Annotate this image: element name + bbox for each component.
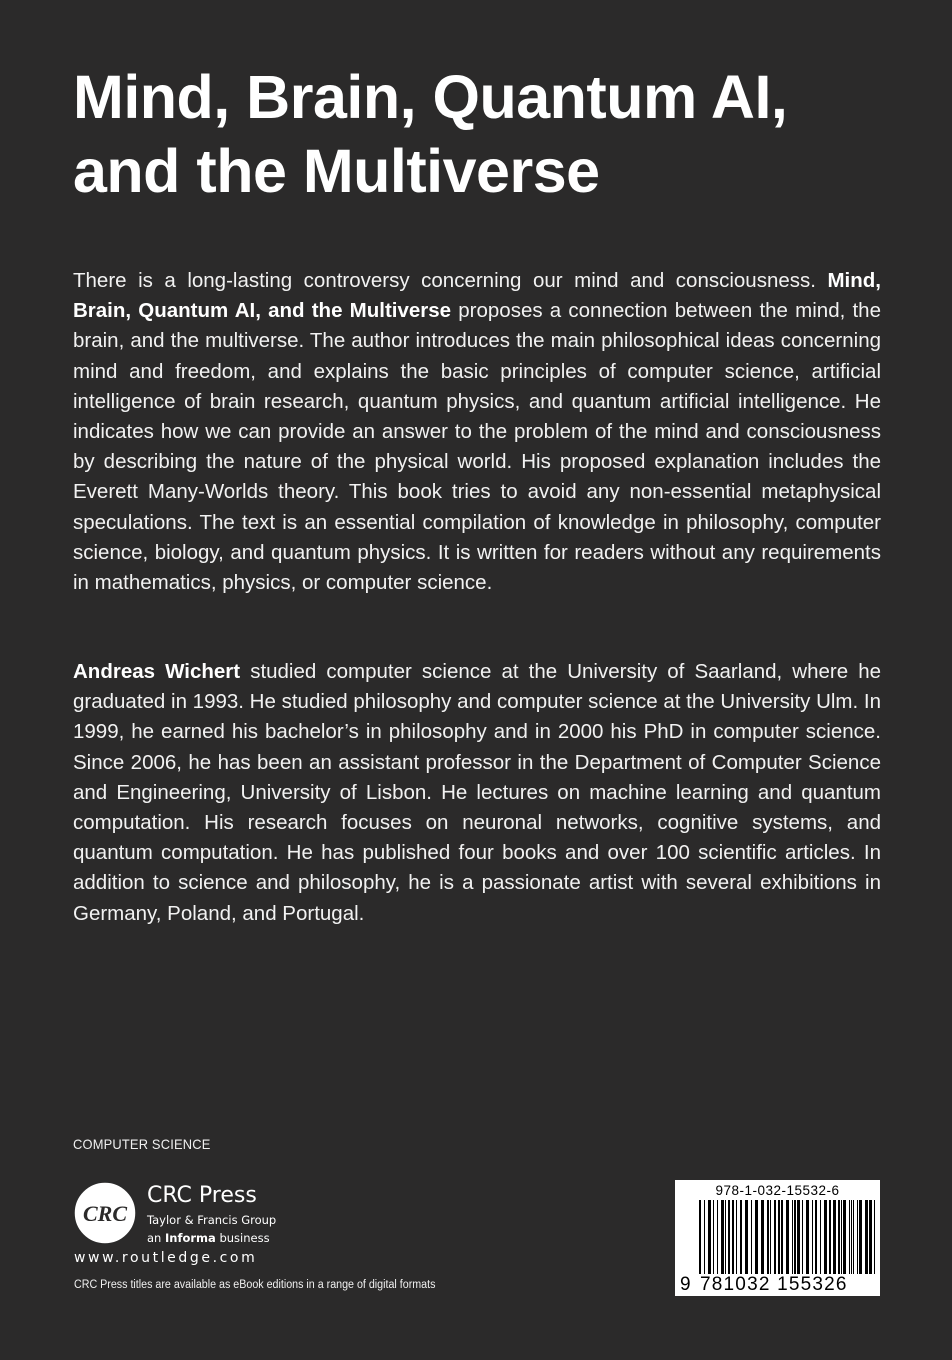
barcode-bar (857, 1200, 858, 1276)
barcode-bar (713, 1200, 714, 1276)
barcode-bar (794, 1200, 796, 1276)
publisher-group: Taylor & Francis Group (147, 1213, 277, 1227)
barcode-bar (797, 1200, 800, 1276)
barcode-bar (806, 1200, 809, 1276)
book-description (73, 266, 881, 598)
business-bold: Informa (165, 1231, 216, 1245)
description-text: proposes a connection between the mind, the brain, and the multiverse. The author introduces the main philosophical ideas concerning mind and freedom, and explains the basic principles of computer science, artificial intelligence of brain research, quantum physics, and quantum artificial intelligence. He indicates how we can provide an answer to the problem of the mind and consciousness by describing the nature of the physical world. His proposed explanation includes the Everett Many-Worlds theory. This book tries to avoid any non-essential metaphysical speculations. The text is an essential compilation of knowledge in philosophy, computer science, biology, and quantum physics. It is written for readers without any requirements in mathematics, physics, or computer science. (73, 299, 881, 595)
business-prefix: an (147, 1231, 162, 1245)
ean-first-digit: 9 (680, 1274, 691, 1295)
barcode-bar (853, 1200, 854, 1276)
ean-digits (675, 1274, 880, 1296)
description-bold-title: Mind, Brain, Quantum AI, and the Multiverse (73, 269, 881, 323)
barcode-bar (833, 1200, 836, 1276)
barcode-bar (812, 1200, 813, 1276)
ebook-availability-note: CRC Press titles are available as eBook editions in a range of digital formats (74, 1279, 436, 1291)
barcode-bar (774, 1200, 776, 1276)
publisher-website: www.routledge.com (74, 1250, 258, 1266)
barcode-bar (725, 1200, 726, 1276)
barcode-bar (721, 1200, 724, 1276)
crc-logo-text: CRC (82, 1201, 128, 1226)
barcode-bar (761, 1200, 764, 1276)
barcode-bar (745, 1200, 748, 1276)
barcode-bar (815, 1200, 817, 1276)
crc-logo-icon (72, 1180, 138, 1246)
barcode-bar (820, 1200, 821, 1276)
barcode-bar (778, 1200, 780, 1276)
isbn-barcode (675, 1180, 880, 1296)
barcode-bar (829, 1200, 831, 1276)
barcode-bar (732, 1200, 734, 1276)
barcode-bar (781, 1200, 783, 1276)
barcode-bar (851, 1200, 852, 1276)
barcode-bar (755, 1200, 758, 1276)
barcode-bar (728, 1200, 730, 1276)
description-lead: There is a long-lasting controversy concerning our mind and consciousness. (73, 269, 816, 292)
barcode-bar (859, 1200, 862, 1276)
barcode-bar (736, 1200, 737, 1276)
book-title (73, 60, 893, 208)
title-line-2: and the Multiverse (73, 137, 600, 205)
barcode-bar (869, 1200, 872, 1276)
barcode-bar (843, 1200, 846, 1276)
isbn-label: 978-1-032-15532-6 (715, 1183, 840, 1198)
barcode-bar (792, 1200, 793, 1276)
title-line-1: Mind, Brain, Quantum AI, (73, 63, 788, 131)
barcode-bar (865, 1200, 868, 1276)
author-name: Andreas Wichert (73, 660, 241, 683)
publisher-block (72, 1180, 332, 1250)
barcode-bar (717, 1200, 718, 1276)
author-biography (73, 657, 881, 929)
publisher-business (147, 1231, 270, 1245)
author-bio-text: studied computer science at the University of Saarland, where he graduated in 1993. He studied philosophy and computer science at the University Ulm. In 1999, he earned his bachelor’s in philosophy and in 2000 his PhD in computer science. Since 2006, he has been an assistant professor in the Department of Computer Science and Engineering, University of Lisbon. He lectures on machine learning and quantum computation. His research focuses on neuronal networks, cognitive systems, and quantum computation. He has published four books and over 100 scientific articles. In addition to science and philosophy, he is a passionate artist with several exhibitions in Germany, Poland, and Portugal. (73, 660, 881, 925)
business-suffix: business (219, 1231, 270, 1245)
publisher-name: CRC Press (147, 1183, 257, 1208)
subject-category: COMPUTER SCIENCE (73, 1136, 211, 1152)
barcode-bar (841, 1200, 842, 1276)
barcode-bar (824, 1200, 827, 1276)
barcode-bar (838, 1200, 840, 1276)
barcode-bar (767, 1200, 769, 1276)
ean-remaining-digits: 781032 155326 (697, 1274, 880, 1296)
barcode-bar (802, 1200, 803, 1276)
barcode-bar (849, 1200, 850, 1276)
barcode-bar (751, 1200, 752, 1276)
barcode-bar (740, 1200, 742, 1276)
barcode-bar (708, 1200, 711, 1276)
barcode-bar (770, 1200, 771, 1276)
